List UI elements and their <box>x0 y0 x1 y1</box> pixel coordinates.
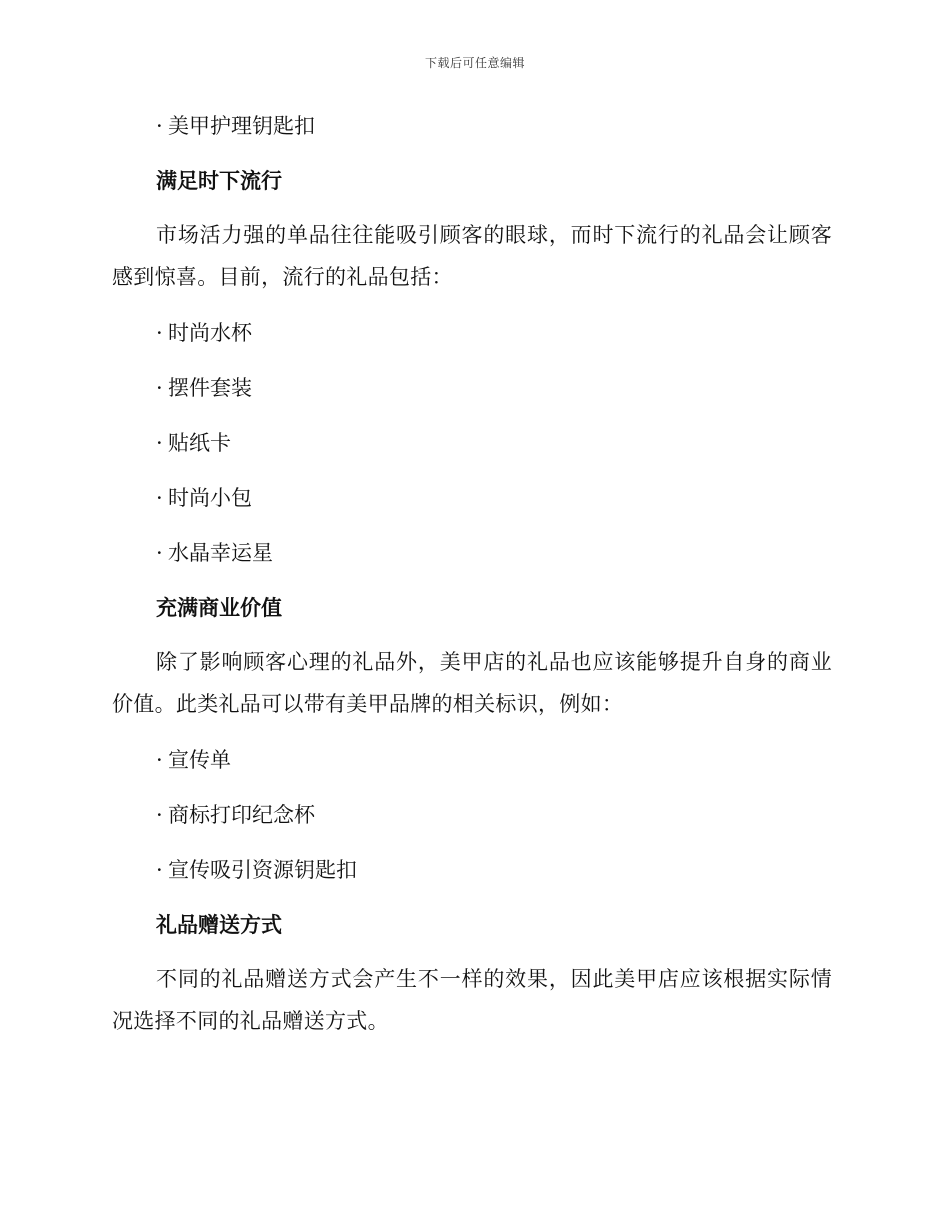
bullet-icon: · <box>156 858 163 882</box>
bullet-icon: · <box>156 431 163 455</box>
list-item <box>156 848 832 892</box>
list-item-text: 时尚小包 <box>168 486 252 510</box>
bullet-icon: · <box>156 541 163 565</box>
document-body <box>112 104 832 1055</box>
section-heading-giving: 礼品赠送方式 <box>156 913 282 937</box>
list-item <box>156 366 832 410</box>
list-item-text: 水晶幸运星 <box>168 541 273 565</box>
list-item <box>156 738 832 782</box>
section-heading-trend: 满足时下流行 <box>156 169 282 193</box>
list-item <box>156 476 832 520</box>
bullet-icon: · <box>156 321 163 345</box>
list-item-text: 宣传吸引资源钥匙扣 <box>168 858 357 882</box>
list-item <box>156 793 832 837</box>
list-item-text: 时尚水杯 <box>168 321 252 345</box>
bullet-icon: · <box>156 803 163 827</box>
section-heading-business: 充满商业价值 <box>156 596 282 620</box>
list-item-text: 宣传单 <box>168 748 231 772</box>
list-item-text: 摆件套装 <box>168 376 252 400</box>
page-header-note: 下载后可任意编辑 <box>424 56 525 70</box>
list-item-text: 贴纸卡 <box>168 431 231 455</box>
list-item-text: 商标打印纪念杯 <box>168 803 315 827</box>
list-item <box>156 104 832 148</box>
list-item <box>156 311 832 355</box>
section-paragraph-giving: 不同的礼品赠送方式会产生不一样的效果，因此美甲店应该根据实际情况选择不同的礼品赠送方式。 <box>112 967 832 1033</box>
list-item <box>156 421 832 465</box>
section-paragraph-business: 除了影响顾客心理的礼品外，美甲店的礼品也应该能够提升自身的商业价值。此类礼品可以带有美甲品牌的相关标识，例如： <box>112 650 832 716</box>
list-item-text: 美甲护理钥匙扣 <box>168 114 315 138</box>
bullet-icon: · <box>156 376 163 400</box>
bullet-icon: · <box>156 114 163 138</box>
bullet-icon: · <box>156 748 163 772</box>
bullet-icon: · <box>156 486 163 510</box>
list-item <box>156 531 832 575</box>
section-paragraph-trend: 市场活力强的单品往往能吸引顾客的眼球，而时下流行的礼品会让顾客感到惊喜。目前，流行的礼品包括： <box>112 223 832 289</box>
